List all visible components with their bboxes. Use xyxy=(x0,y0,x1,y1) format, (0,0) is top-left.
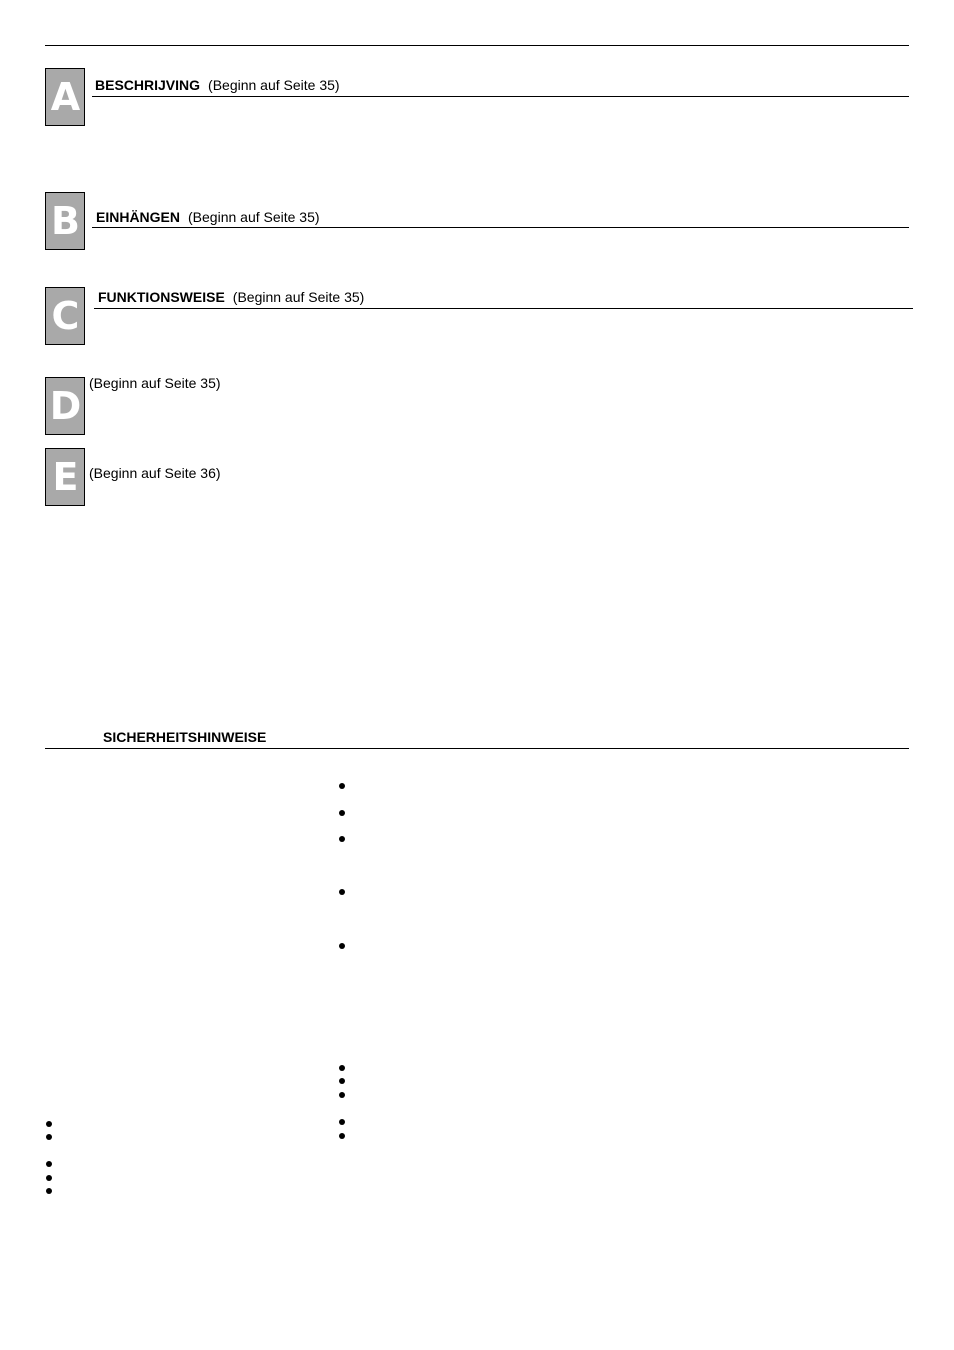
safety-rule xyxy=(45,748,909,749)
section-b-letter-box xyxy=(45,192,85,250)
bullet xyxy=(46,1175,52,1181)
section-a-letter-box xyxy=(45,68,85,126)
section-a-page-ref: (Beginn auf Seite 35) xyxy=(208,77,340,93)
bullet xyxy=(339,1133,345,1139)
section-e-letter-box xyxy=(45,448,85,506)
section-a-title: BESCHRIJVING xyxy=(95,77,201,93)
section-b-rule xyxy=(92,227,909,228)
section-b-page-ref: (Beginn auf Seite 35) xyxy=(188,209,320,225)
section-c-page-ref: (Beginn auf Seite 35) xyxy=(232,289,365,305)
section-b-heading xyxy=(96,209,320,225)
section-d-letter: D xyxy=(49,384,81,428)
section-c-letter-box xyxy=(45,287,85,345)
bullet xyxy=(339,943,345,949)
section-c-title: FUNKTIONSWEISE xyxy=(98,289,225,305)
bullet xyxy=(339,836,345,842)
bullet xyxy=(339,1092,345,1098)
section-c-heading xyxy=(98,289,364,305)
bullet xyxy=(339,810,345,816)
bullet xyxy=(339,1119,345,1125)
section-c-rule xyxy=(94,308,913,309)
bullet xyxy=(46,1161,52,1167)
section-c-letter: C xyxy=(51,294,79,338)
bullet xyxy=(46,1121,52,1127)
section-b-title: EINHÄNGEN xyxy=(96,209,181,225)
bullet xyxy=(339,1078,345,1084)
section-e-letter: E xyxy=(52,455,78,499)
section-d-page-ref: (Beginn auf Seite 35) xyxy=(89,375,221,391)
bullet xyxy=(46,1188,52,1194)
section-b-letter: B xyxy=(51,199,79,243)
section-a-letter: A xyxy=(50,75,80,119)
bullet xyxy=(339,783,345,789)
top-rule xyxy=(45,45,909,46)
section-d-letter-box xyxy=(45,377,85,435)
section-a-heading xyxy=(95,77,340,93)
safety-title: SICHERHEITSHINWEISE xyxy=(103,729,267,745)
bullet xyxy=(339,889,345,895)
bullet xyxy=(46,1134,52,1140)
section-a-rule xyxy=(92,96,909,97)
section-e-page-ref: (Beginn auf Seite 36) xyxy=(89,465,221,481)
bullet xyxy=(339,1065,345,1071)
